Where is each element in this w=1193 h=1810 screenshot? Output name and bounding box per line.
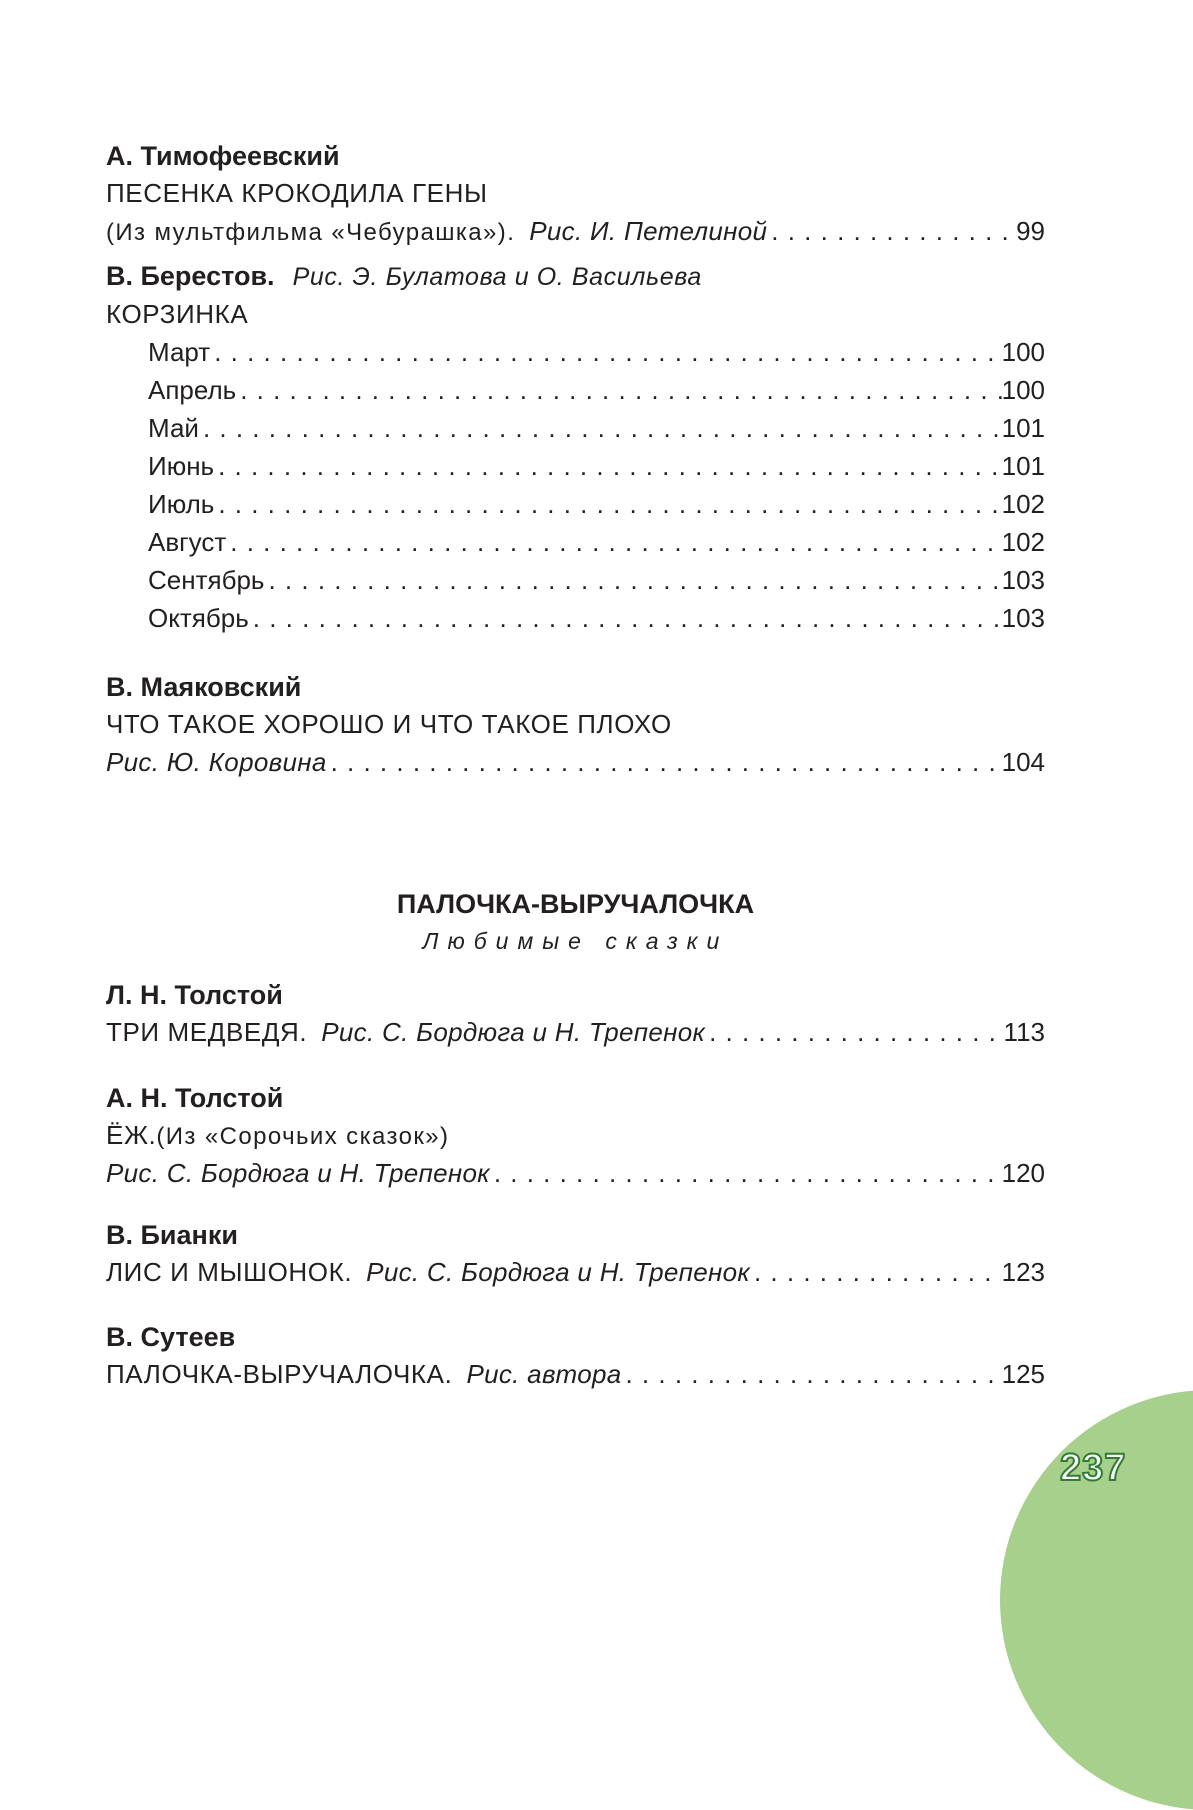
dot-leader	[705, 1013, 1003, 1051]
work-title: КОРЗИНКА	[106, 299, 249, 329]
toc-line[interactable]	[106, 212, 1045, 250]
illustrator: Рис. Ю. Коровина	[106, 747, 327, 777]
page-ref: 101	[1001, 413, 1045, 443]
dot-leader	[214, 485, 1001, 523]
month-name: Октябрь	[148, 603, 249, 633]
page-ref: 101	[1001, 451, 1045, 481]
month-name: Июль	[148, 489, 215, 519]
author-line	[106, 258, 1045, 294]
dot-leader	[249, 599, 1002, 637]
page-ref: 103	[1001, 603, 1045, 633]
dot-leader	[264, 561, 1001, 599]
toc-line-march[interactable]	[148, 333, 1045, 371]
toc-line-august[interactable]	[148, 523, 1045, 561]
toc-entry-berestov	[106, 258, 1045, 637]
author-name: В. Бианки	[106, 1220, 238, 1250]
work-title: ЁЖ.	[106, 1120, 157, 1150]
month-name: Март	[148, 337, 211, 367]
dot-leader	[236, 371, 1001, 409]
toc-line-june[interactable]	[148, 447, 1045, 485]
dot-leader	[327, 743, 1002, 781]
dot-leader	[621, 1355, 1001, 1393]
author-name: А. Тимофеевский	[106, 141, 340, 171]
work-note: (Из мультфильма «Чебурашка»).	[106, 219, 516, 246]
page-ref: 103	[1001, 565, 1045, 595]
work-title: ЛИС И МЫШОНОК.	[106, 1257, 353, 1287]
toc-line[interactable]	[106, 743, 1045, 781]
dot-leader	[199, 409, 1002, 447]
toc-line-april[interactable]	[148, 371, 1045, 409]
dot-leader	[490, 1154, 1002, 1192]
author-name: В. Маяковский	[106, 672, 302, 702]
work-title: ПЕСЕНКА КРОКОДИЛА ГЕНЫ	[106, 178, 488, 208]
illustrator: Рис. С. Бордюга и Н. Трепенок	[106, 1158, 490, 1188]
illustrator: Рис. Э. Булатова и О. Васильева	[292, 263, 702, 291]
toc-line-july[interactable]	[148, 485, 1045, 523]
toc-line-may[interactable]	[148, 409, 1045, 447]
illustrator: Рис. С. Бордюга и Н. Трепенок	[321, 1017, 706, 1047]
illustrator: Рис. И. Петелиной	[529, 216, 768, 246]
dot-leader	[210, 333, 1001, 371]
month-name: Апрель	[148, 375, 237, 405]
toc-line-october[interactable]	[148, 599, 1045, 637]
page-ref: 102	[1001, 489, 1045, 519]
dot-leader	[226, 523, 1001, 561]
page-ref: 99	[1016, 216, 1045, 246]
toc-entry-an-tolstoy	[106, 1080, 1045, 1192]
work-title: ЧТО ТАКОЕ ХОРОШО И ЧТО ТАКОЕ ПЛОХО	[106, 709, 672, 739]
toc-entry-suteev	[106, 1319, 1045, 1393]
toc-line[interactable]	[106, 1253, 1045, 1291]
month-name: Сентябрь	[148, 565, 265, 595]
toc-entry-ln-tolstoy	[106, 977, 1045, 1051]
work-title: ПАЛОЧКА-ВЫРУЧАЛОЧКА.	[106, 1359, 453, 1389]
month-name: Август	[148, 527, 227, 557]
page-ref: 120	[1001, 1158, 1045, 1188]
dot-leader	[214, 447, 1002, 485]
illustrator: Рис. автора	[466, 1359, 622, 1389]
work-title-line	[106, 1116, 1045, 1154]
page-ref: 102	[1001, 527, 1045, 557]
toc-line-september[interactable]	[148, 561, 1045, 599]
author-name: В. Сутеев	[106, 1322, 236, 1352]
toc-line[interactable]	[106, 1013, 1045, 1051]
page-ref: 123	[1001, 1257, 1045, 1287]
author-name: Л. Н. Толстой	[106, 980, 283, 1010]
author-name: А. Н. Толстой	[106, 1083, 284, 1113]
page-number: 237	[1060, 1447, 1127, 1489]
work-title: ТРИ МЕДВЕДЯ.	[106, 1017, 308, 1047]
toc-entry-mayakovsky	[106, 669, 1045, 781]
table-of-contents	[106, 0, 1045, 1565]
section-title: ПАЛОЧКА-ВЫРУЧАЛОЧКА	[396, 889, 755, 919]
month-name: Май	[148, 413, 199, 443]
work-note: (Из «Сорочьих сказок»)	[156, 1123, 450, 1150]
toc-entry-bianki	[106, 1217, 1045, 1291]
dot-leader	[750, 1253, 1002, 1291]
toc-line[interactable]	[106, 1154, 1045, 1192]
toc-line[interactable]	[106, 1355, 1045, 1393]
page-ref: 100	[1001, 375, 1045, 405]
month-name: Июнь	[148, 451, 215, 481]
illustrator: Рис. С. Бордюга и Н. Трепенок	[366, 1257, 750, 1287]
author-name: В. Берестов.	[106, 261, 275, 291]
page-ref: 125	[1001, 1359, 1045, 1389]
page-ref: 104	[1001, 747, 1045, 777]
section-subtitle: Любимые сказки	[422, 928, 729, 954]
dot-leader	[767, 212, 1016, 250]
toc-entry-timofeevsky	[106, 138, 1045, 250]
page-ref: 100	[1001, 337, 1045, 367]
page-ref: 113	[1003, 1017, 1045, 1047]
